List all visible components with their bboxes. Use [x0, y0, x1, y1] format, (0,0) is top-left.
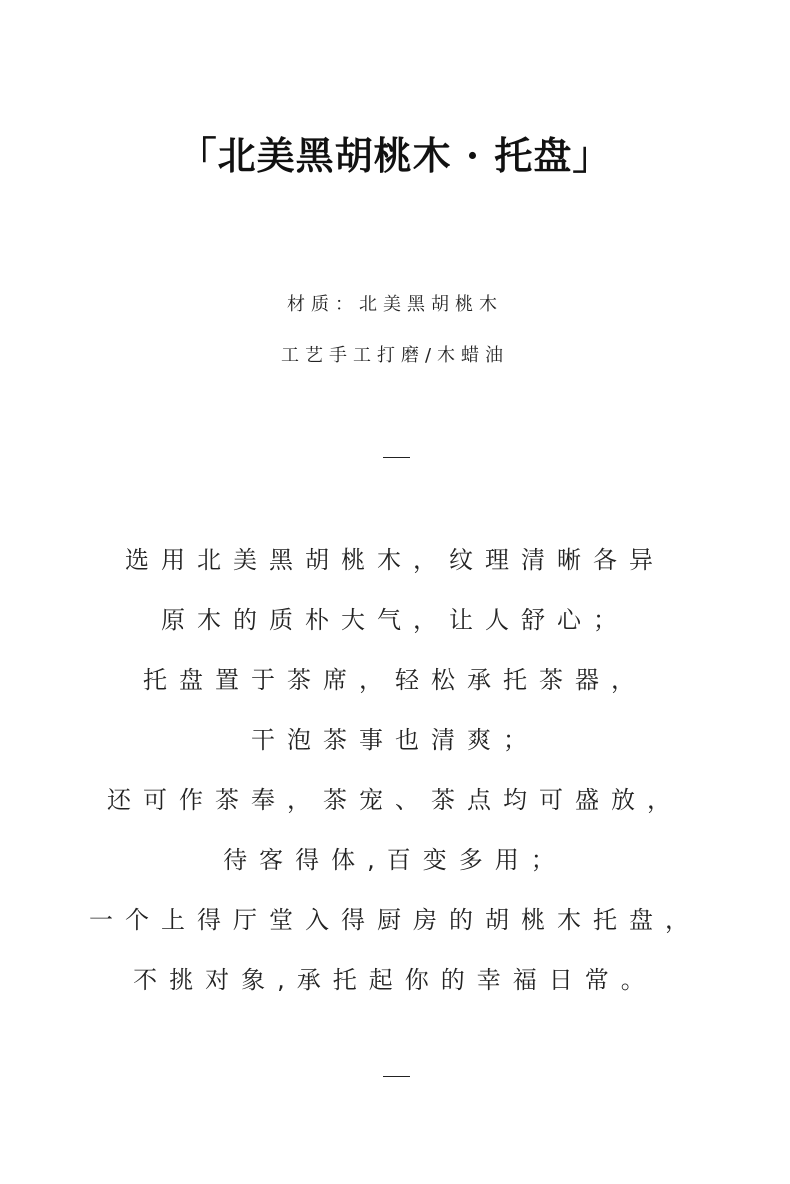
description-line: 待客得体,百变多用；: [223, 846, 567, 874]
description-line: 干泡茶事也清爽；: [251, 726, 539, 754]
product-description: [0, 538, 790, 1018]
description-line: 不挑对象,承托起你的幸福日常。: [133, 966, 657, 994]
section-divider-top: [383, 457, 410, 458]
product-title: 「北美黑胡桃木 · 托盘」: [178, 133, 612, 178]
description-line: 选用北美黑胡桃木，纹理清晰各异: [125, 546, 665, 574]
description-line: 还可作茶奉，茶宠、茶点均可盛放，: [107, 786, 683, 814]
section-divider-bottom: [383, 1076, 410, 1077]
description-line: 一个上得厅堂入得厨房的胡桃木托盘，: [89, 906, 701, 934]
craft-spec: 工艺手工打磨/木蜡油: [280, 345, 510, 366]
description-line: 原木的质朴大气，让人舒心；: [161, 606, 629, 634]
material-spec: 材质：北美黑胡桃木: [287, 294, 503, 315]
description-line: 托盘置于茶席，轻松承托茶器，: [143, 666, 647, 694]
